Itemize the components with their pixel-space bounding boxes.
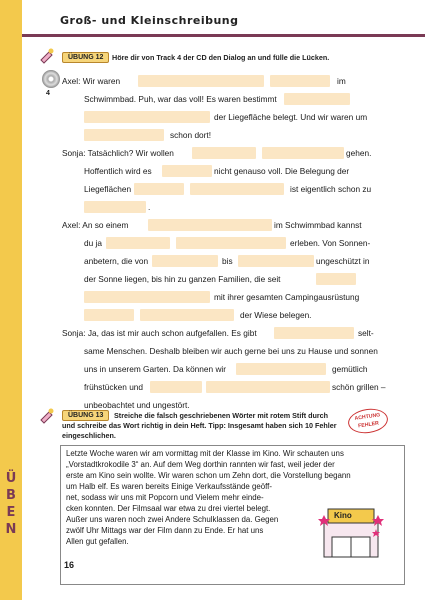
text-line: Außer uns waren noch zwei Andere Schulklassen da. Gegen [66,515,279,524]
dialog-line: Sonja: Tatsächlich? Wir wollen [62,148,174,158]
dialog-line: du ja [84,238,102,248]
side-letter: N [5,522,17,537]
kino-sign: Kino [334,511,352,520]
blank-field[interactable] [206,381,330,393]
dialog-line: ist eigentlich schon zu [290,184,372,194]
cd-icon [42,70,60,88]
dialog-line: anbetern, die von [84,256,149,266]
dialog-line: der Liegefläche belegt. Und wir waren um [214,112,368,122]
dialog-line: same Menschen. Deshalb bleiben wir auch gerne bei uns zu Hause und sonnen [84,346,378,356]
blank-field[interactable] [148,219,272,231]
blank-field[interactable] [106,237,170,249]
exercise-icon [38,46,56,64]
dialog-line: nicht genauso voll. Die Belegung der [214,166,350,176]
side-letter: B [6,488,16,503]
side-letter: Ü [5,471,17,486]
blank-field[interactable] [316,273,356,285]
dialog-line: Sonja: Ja, das ist mir auch schon aufgefallen. Es gibt [62,328,257,338]
text-line: net, sodass wir uns mit Popcorn und Vielem mehr einde- [66,493,264,502]
blank-field[interactable] [84,201,146,213]
dialog-line: im Schwimmbad kannst [274,220,362,230]
dialog-line: mit ihrer gesamten Campingausrüstung [214,292,360,302]
dialog-line: Axel: An so einem [62,220,129,230]
exercise-icon [38,406,56,424]
blank-field[interactable] [270,75,330,87]
dialog-line: unbeobachtet und ungestört. [84,400,190,410]
dialog-line: bis [222,256,233,266]
text-line: um Halb elf. Es waren bereits Einige Verkaufsstände geöff- [66,482,272,491]
text-line: Letzte Woche waren wir am vormittag mit der Klasse im Kino. Wir schauten uns [66,449,344,458]
dialog-line: schön grillen – [332,382,386,392]
blank-field[interactable] [150,381,202,393]
side-label [4,470,18,538]
dialog-line: erleben. Von Sonnen- [290,238,371,248]
side-letter: E [6,505,16,520]
blank-field[interactable] [152,255,218,267]
blank-field[interactable] [162,165,212,177]
text-line: „Vorstadtkrokodile 3“ an. Auf dem Weg dorthin rannten wir fast, weil jeder der [66,460,335,469]
exercise-13-instruction-3: eingeschlichen. [62,431,116,440]
blank-field[interactable] [262,147,344,159]
track-number: 4 [46,90,50,97]
exercise-13-label: ÜBUNG 13 [62,410,109,421]
dialog-line: der Sonne liegen, bis hin zu ganzen Familien, die seit [84,274,281,284]
text-line: Allen gut gefallen. [66,537,129,546]
blank-field[interactable] [284,93,350,105]
dialog-line: selt- [358,328,374,338]
dialog-line: Hoffentlich wird es [84,166,152,176]
text-line: erste am Kino sein wollte. Wir waren schon um Zehn dort, die Vorstellung begann [66,471,351,480]
blank-field[interactable] [236,363,326,375]
dialog-line: schon dort! [170,130,212,140]
dialog-line: ungeschützt in [316,256,370,266]
blank-field[interactable] [140,309,234,321]
dialog-line: . [148,202,151,212]
dialog-line: frühstücken und [84,382,144,392]
exercise-13-instruction-2: und schreibe das Wort richtig in dein Heft. Tipp: Insgesamt haben sich 10 Fehler [62,421,337,430]
blank-field[interactable] [138,75,264,87]
blank-field[interactable] [238,255,314,267]
exercise-13-instruction-1: Streiche die falsch geschriebenen Wörter mit rotem Stift durch [114,411,329,420]
dialog-line: Axel: Wir waren [62,76,121,86]
blank-field[interactable] [84,111,210,123]
blank-field[interactable] [84,291,210,303]
dialog-line: gemütlich [332,364,368,374]
text-line: cken konnten. Der Filmsaal war etwa zu drei viertel belegt. [66,504,271,513]
dialog-line: uns in unserem Garten. Da können wir [84,364,227,374]
blank-field[interactable] [192,147,256,159]
blank-field[interactable] [190,183,284,195]
dialog-line: der Wiese belegen. [240,310,312,320]
exercise-12-instruction: Höre dir von Track 4 der CD den Dialog an und fülle die Lücken. [112,53,330,62]
blank-field[interactable] [134,183,184,195]
blank-field[interactable] [176,237,286,249]
blank-field[interactable] [274,327,354,339]
dialog-line: Liegeflächen [84,184,132,194]
text-line: zwölf Uhr Mittags war der Film dann zu Ende. Er hat uns [66,526,264,535]
dialog-line: gehen. [346,148,372,158]
blank-field[interactable] [84,309,134,321]
dialog-line: im [337,76,346,86]
blank-field[interactable] [84,129,164,141]
warning-stamp: ACHTUNG FEHLER [347,406,390,435]
page-number: 16 [64,560,75,570]
exercise-12-label: ÜBUNG 12 [62,52,109,63]
page-title: Groß- und Kleinschreibung [60,14,239,27]
dialog-line: Schwimmbad. Puh, war das voll! Es waren bestimmt [84,94,277,104]
header-rule [22,34,425,37]
